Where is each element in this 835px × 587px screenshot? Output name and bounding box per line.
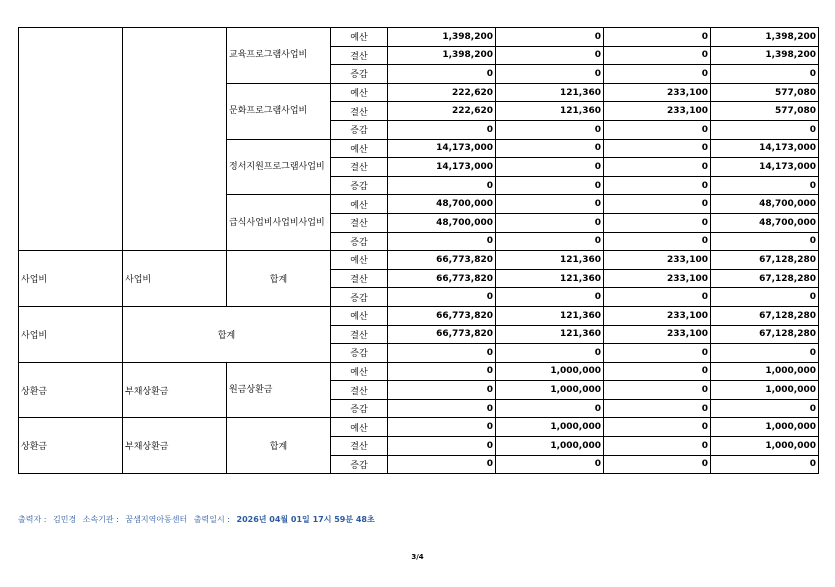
budget-table xyxy=(18,27,819,474)
value-cell: 0 xyxy=(711,176,819,195)
value-cell: 233,100 xyxy=(604,102,711,121)
value-cell: 121,360 xyxy=(496,306,604,325)
category-level1-cell: 사업비 xyxy=(19,251,123,307)
value-cell: 1,398,200 xyxy=(711,28,819,47)
row-type-cell: 예산 xyxy=(331,418,388,437)
value-cell: 0 xyxy=(711,455,819,474)
row-type-cell: 예산 xyxy=(331,362,388,381)
subtotal-label: 합계 xyxy=(227,418,331,474)
value-cell: 66,773,820 xyxy=(388,251,496,270)
value-cell: 577,080 xyxy=(711,102,819,121)
category-level1-cell: 상환금 xyxy=(19,418,123,474)
value-cell: 0 xyxy=(388,362,496,381)
value-cell: 67,128,280 xyxy=(711,325,819,344)
value-cell: 233,100 xyxy=(604,251,711,270)
value-cell: 0 xyxy=(604,437,711,456)
value-cell: 0 xyxy=(604,288,711,307)
row-type-cell: 증감 xyxy=(331,120,388,139)
value-cell: 233,100 xyxy=(604,306,711,325)
category-level1-cell: 상환금 xyxy=(19,362,123,418)
print-info-footer xyxy=(18,514,379,525)
row-type-cell: 예산 xyxy=(331,28,388,47)
row-type-cell: 예산 xyxy=(331,139,388,158)
value-cell: 121,360 xyxy=(496,325,604,344)
row-type-cell: 예산 xyxy=(331,83,388,102)
category-level3-cell: 교육프로그램사업비 xyxy=(227,28,331,84)
value-cell: 48,700,000 xyxy=(388,195,496,214)
value-cell: 0 xyxy=(388,381,496,400)
category-level1-cell: 사업비 xyxy=(19,306,123,362)
table-row xyxy=(19,28,819,47)
row-type-cell: 증감 xyxy=(331,399,388,418)
value-cell: 0 xyxy=(388,65,496,84)
value-cell: 1,000,000 xyxy=(711,418,819,437)
value-cell: 0 xyxy=(604,362,711,381)
value-cell: 0 xyxy=(388,176,496,195)
table-row xyxy=(19,362,819,381)
value-cell: 0 xyxy=(388,288,496,307)
category-level2-cell: 사업비 xyxy=(123,251,227,307)
value-cell: 0 xyxy=(604,46,711,65)
row-type-cell: 증감 xyxy=(331,288,388,307)
printer-label: 출력자 : xyxy=(18,515,47,524)
row-type-cell: 증감 xyxy=(331,176,388,195)
value-cell: 14,173,000 xyxy=(711,139,819,158)
value-cell: 121,360 xyxy=(496,83,604,102)
table-row xyxy=(19,251,819,270)
row-type-cell: 예산 xyxy=(331,195,388,214)
value-cell: 0 xyxy=(604,158,711,177)
value-cell: 0 xyxy=(496,46,604,65)
value-cell: 0 xyxy=(496,139,604,158)
subtotal-label: 합계 xyxy=(227,251,331,307)
value-cell: 0 xyxy=(711,344,819,363)
value-cell: 233,100 xyxy=(604,325,711,344)
value-cell: 222,620 xyxy=(388,83,496,102)
value-cell: 0 xyxy=(388,232,496,251)
value-cell: 1,000,000 xyxy=(496,362,604,381)
row-type-cell: 예산 xyxy=(331,251,388,270)
value-cell: 0 xyxy=(711,232,819,251)
value-cell: 222,620 xyxy=(388,102,496,121)
page-number: 3/4 xyxy=(411,553,424,561)
value-cell: 1,000,000 xyxy=(711,381,819,400)
category-level3-cell: 원금상환금 xyxy=(227,362,331,418)
value-cell: 0 xyxy=(388,418,496,437)
value-cell: 121,360 xyxy=(496,251,604,270)
value-cell: 0 xyxy=(388,120,496,139)
value-cell: 0 xyxy=(496,176,604,195)
print-time: 2026년 04월 01일 17시 59분 48초 xyxy=(236,515,375,524)
value-cell: 1,398,200 xyxy=(388,46,496,65)
value-cell: 0 xyxy=(496,213,604,232)
value-cell: 0 xyxy=(711,65,819,84)
category-level2-cell: 부채상환금 xyxy=(123,418,227,474)
value-cell: 67,128,280 xyxy=(711,306,819,325)
value-cell: 0 xyxy=(604,418,711,437)
value-cell: 14,173,000 xyxy=(711,158,819,177)
value-cell: 1,000,000 xyxy=(496,437,604,456)
row-type-cell: 증감 xyxy=(331,232,388,251)
print-time-label: 출력일시 : xyxy=(193,515,230,524)
value-cell: 1,398,200 xyxy=(711,46,819,65)
value-cell: 121,360 xyxy=(496,269,604,288)
value-cell: 14,173,000 xyxy=(388,158,496,177)
value-cell: 0 xyxy=(496,28,604,47)
category-level3-cell: 급식사업비사업비사업비 xyxy=(227,195,331,251)
value-cell: 0 xyxy=(388,455,496,474)
value-cell: 1,000,000 xyxy=(711,362,819,381)
row-type-cell: 결산 xyxy=(331,269,388,288)
category-level2-cell: 부채상환금 xyxy=(123,362,227,418)
value-cell: 0 xyxy=(496,232,604,251)
value-cell: 0 xyxy=(388,399,496,418)
value-cell: 0 xyxy=(711,399,819,418)
row-type-cell: 결산 xyxy=(331,158,388,177)
value-cell: 0 xyxy=(604,139,711,158)
value-cell: 0 xyxy=(604,232,711,251)
value-cell: 0 xyxy=(604,120,711,139)
category-level1-cell xyxy=(19,28,123,251)
value-cell: 67,128,280 xyxy=(711,269,819,288)
category-level3-cell: 문화프로그램사업비 xyxy=(227,83,331,139)
table-row xyxy=(19,306,819,325)
value-cell: 0 xyxy=(388,437,496,456)
row-type-cell: 결산 xyxy=(331,213,388,232)
value-cell: 48,700,000 xyxy=(388,213,496,232)
value-cell: 0 xyxy=(604,195,711,214)
value-cell: 0 xyxy=(496,195,604,214)
value-cell: 48,700,000 xyxy=(711,195,819,214)
table-row xyxy=(19,418,819,437)
organization-label: 소속기관 : xyxy=(82,515,119,524)
value-cell: 0 xyxy=(604,65,711,84)
row-type-cell: 증감 xyxy=(331,344,388,363)
total-label: 합계 xyxy=(123,306,331,362)
value-cell: 0 xyxy=(496,158,604,177)
value-cell: 0 xyxy=(604,213,711,232)
value-cell: 0 xyxy=(496,288,604,307)
value-cell: 0 xyxy=(604,176,711,195)
value-cell: 0 xyxy=(496,455,604,474)
row-type-cell: 결산 xyxy=(331,381,388,400)
value-cell: 48,700,000 xyxy=(711,213,819,232)
row-type-cell: 결산 xyxy=(331,102,388,121)
value-cell: 66,773,820 xyxy=(388,325,496,344)
row-type-cell: 증감 xyxy=(331,455,388,474)
value-cell: 1,000,000 xyxy=(496,418,604,437)
value-cell: 0 xyxy=(496,120,604,139)
value-cell: 0 xyxy=(604,28,711,47)
value-cell: 0 xyxy=(496,65,604,84)
value-cell: 0 xyxy=(604,381,711,400)
row-type-cell: 결산 xyxy=(331,325,388,344)
row-type-cell: 결산 xyxy=(331,437,388,456)
value-cell: 0 xyxy=(388,344,496,363)
value-cell: 1,000,000 xyxy=(496,381,604,400)
value-cell: 14,173,000 xyxy=(388,139,496,158)
category-level3-cell: 정서지원프로그램사업비 xyxy=(227,139,331,195)
value-cell: 0 xyxy=(604,344,711,363)
value-cell: 0 xyxy=(604,455,711,474)
value-cell: 1,398,200 xyxy=(388,28,496,47)
value-cell: 0 xyxy=(496,399,604,418)
value-cell: 233,100 xyxy=(604,83,711,102)
row-type-cell: 증감 xyxy=(331,65,388,84)
value-cell: 0 xyxy=(711,120,819,139)
value-cell: 66,773,820 xyxy=(388,269,496,288)
value-cell: 121,360 xyxy=(496,102,604,121)
row-type-cell: 결산 xyxy=(331,46,388,65)
organization-name: 꿈샘지역아동센터 xyxy=(125,515,188,524)
value-cell: 577,080 xyxy=(711,83,819,102)
value-cell: 67,128,280 xyxy=(711,251,819,270)
value-cell: 0 xyxy=(711,288,819,307)
value-cell: 0 xyxy=(496,344,604,363)
value-cell: 66,773,820 xyxy=(388,306,496,325)
value-cell: 0 xyxy=(604,399,711,418)
value-cell: 233,100 xyxy=(604,269,711,288)
printer-name: 김민경 xyxy=(52,515,77,524)
row-type-cell: 예산 xyxy=(331,306,388,325)
value-cell: 1,000,000 xyxy=(711,437,819,456)
category-level2-cell xyxy=(123,28,227,251)
